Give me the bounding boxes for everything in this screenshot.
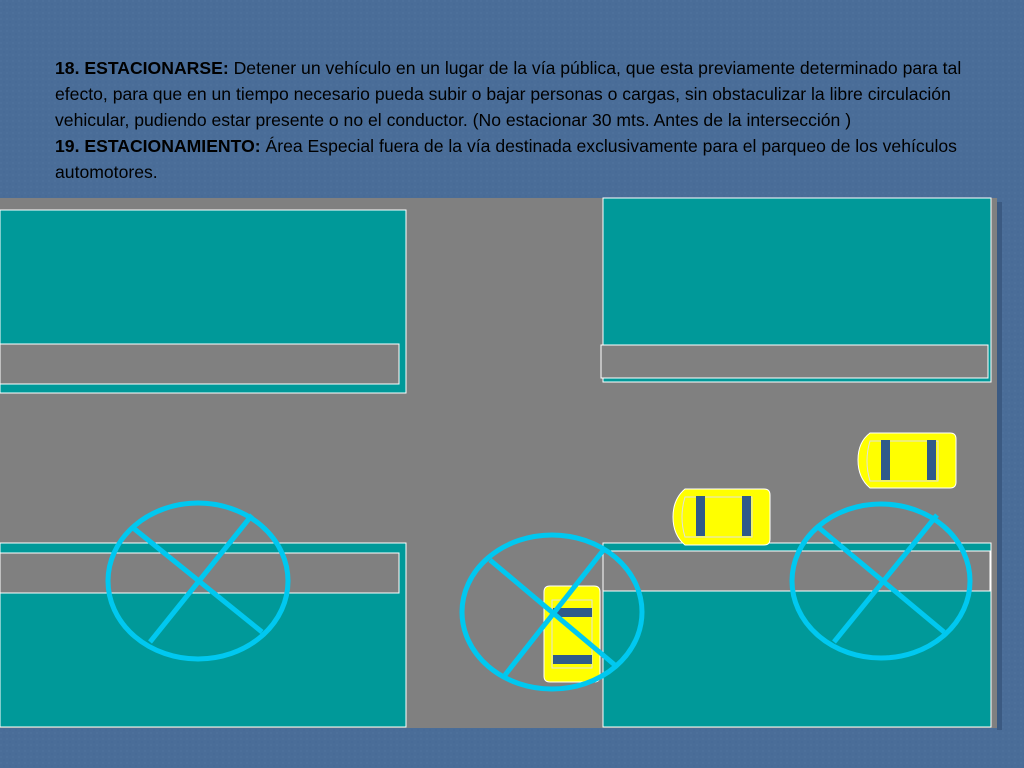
car-window-icon [927, 440, 936, 480]
car-window-icon [742, 496, 751, 536]
car-top-right [858, 433, 956, 488]
definition-estacionarse [55, 55, 975, 133]
sidewalk-top-right [601, 345, 988, 378]
definition-estacionamiento-text: Área Especial fuera de la vía destinada exclusivamente para el parqueo de los vehículos automotores. [55, 136, 957, 182]
term-estacionamiento: 19. ESTACIONAMIENTO: [55, 136, 261, 156]
definition-estacionamiento [55, 133, 975, 185]
car-window-icon [553, 655, 592, 664]
definitions-text [55, 55, 975, 185]
term-estacionarse: 18. ESTACIONARSE: [55, 58, 229, 78]
car-window-icon [881, 440, 890, 480]
definition-estacionarse-text: Detener un vehículo en un lugar de la vía pública, que esta previamente determinado para tal efecto, para que en un tiempo necesario pueda subir o bajar personas o cargas, sin obstaculizar la libre circulación vehicular, pudiendo estar presente o no el conductor. (No estacionar 30 mts. Antes de la intersección ) [55, 58, 962, 130]
car-window-icon [696, 496, 705, 536]
road-shadow [997, 202, 1002, 730]
sidewalk-top-left [0, 344, 399, 384]
car-middle [673, 489, 770, 545]
car-vertical [544, 586, 600, 682]
sidewalk-bottom-left [0, 553, 399, 593]
